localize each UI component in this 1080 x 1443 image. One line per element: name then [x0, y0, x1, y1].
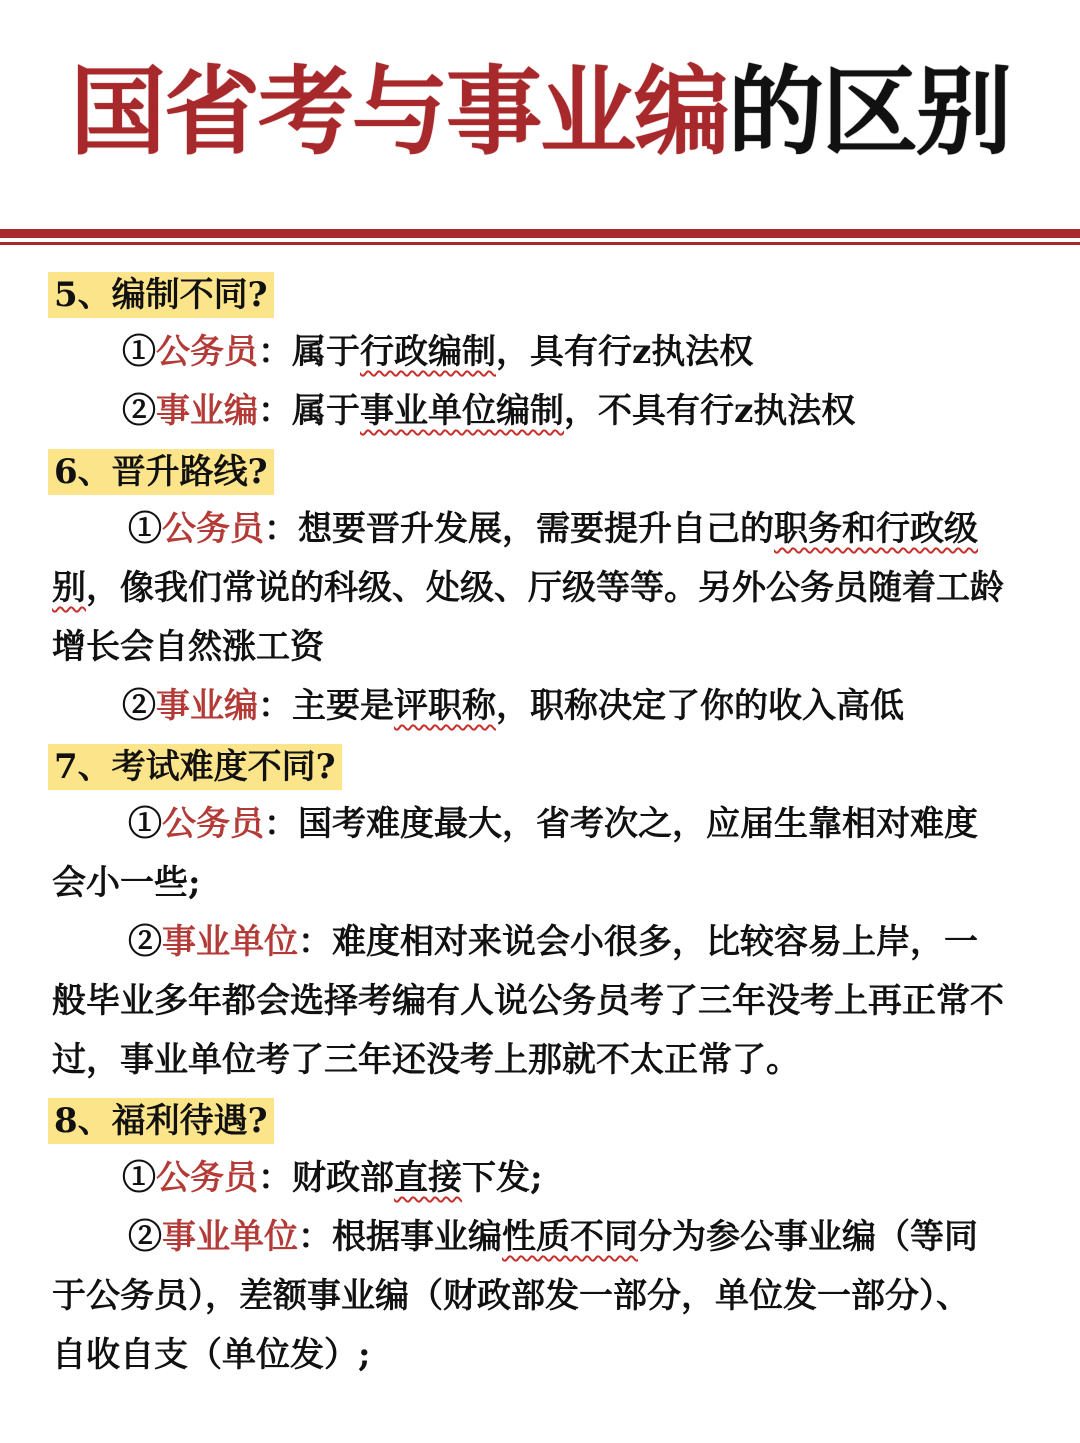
wavy-emphasis: 别: [52, 568, 86, 608]
section-heading-8: 8、福利待遇?: [0, 1090, 1080, 1149]
section-6-item-1: ①公务员：想要晋升发展，需要提升自己的职务和行政级 别，像我们常说的科级、处级、厅级等等。另外公务员随着工龄 增长会自然涨工资: [52, 509, 1004, 667]
section-8-item-2: ②事业单位：根据事业编性质不同分为参公事业编（等同 于公务员），差额事业编（财政部发一部分，单位发一部分）、 自收自支（单位发）;: [52, 1217, 978, 1375]
wavy-emphasis: 事业单位编制: [360, 391, 564, 431]
section-6-item-2: ②事业编：主要是评职称，职称决定了你的收入高低: [122, 686, 904, 726]
wavy-emphasis: 职务和行政级: [774, 509, 978, 549]
item-label: 事业编: [156, 686, 258, 726]
wavy-emphasis: 性质不同: [502, 1217, 638, 1257]
title-part-3: 的区别: [728, 56, 1010, 168]
section-heading-6: 6、晋升路线?: [0, 441, 1080, 500]
item-label: 公务员: [156, 1158, 258, 1198]
wavy-emphasis: 直接: [394, 1158, 462, 1198]
section-7-item-2: ②事业单位：难度相对来说会小很多，比较容易上岸，一 般毕业多年都会选择考编有人说公务员考了三年没考上再正常不 过，事业单位考了三年还没考上那就不太正常了。: [52, 922, 1004, 1080]
content: [0, 264, 1080, 1385]
title-divider-thin: [0, 242, 1080, 245]
item-label: 公务员: [162, 804, 264, 844]
section-heading-5: 5、编制不同?: [0, 264, 1080, 323]
section-heading-7: 7、考试难度不同?: [0, 736, 1080, 795]
item-label: 事业单位: [162, 922, 298, 962]
item-label: 公务员: [156, 332, 258, 372]
title-part-2: 事业编: [446, 56, 728, 168]
item-label: 事业单位: [162, 1217, 298, 1257]
section-8-item-1: ①公务员：财政部直接下发;: [122, 1158, 543, 1198]
title-divider-thick: [0, 229, 1080, 238]
item-label: 公务员: [162, 509, 264, 549]
wavy-emphasis: 评职称: [394, 686, 496, 726]
wavy-emphasis: 行政编制: [360, 332, 496, 372]
section-5-item-1: ①公务员：属于行政编制，具有行z执法权: [122, 332, 754, 372]
item-label: 事业编: [156, 391, 258, 431]
section-7-item-1: ①公务员：国考难度最大，省考次之，应届生靠相对难度 会小一些;: [52, 804, 978, 903]
title-part-1: 国省考与: [70, 56, 446, 168]
page-title: [0, 52, 1080, 172]
section-5-item-2: ②事业编：属于事业单位编制，不具有行z执法权: [122, 391, 856, 431]
